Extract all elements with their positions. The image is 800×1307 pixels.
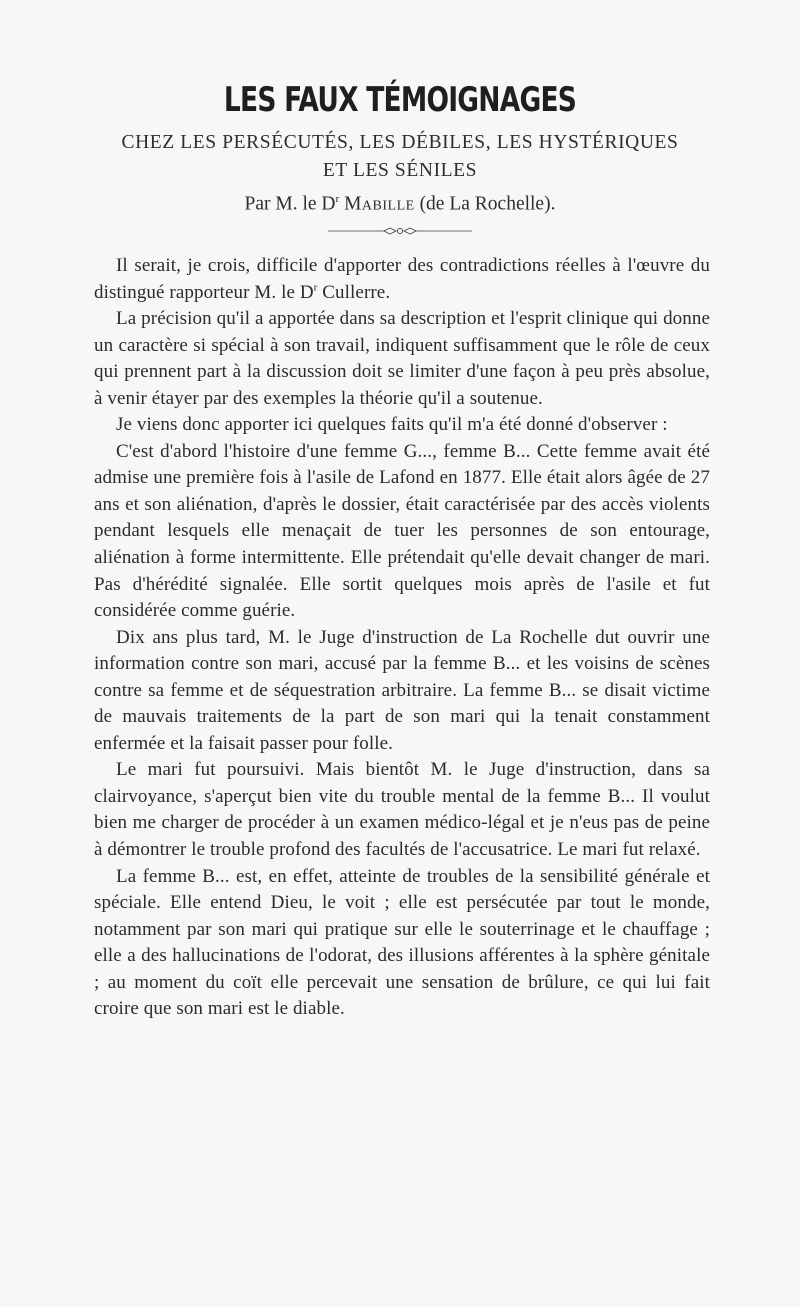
paragraph-text: La femme B... est, en effet, atteinte de troubles de la sensibilité générale et spéciale. Elle entend Dieu, le voit ; elle est persécutée par tout le monde, notamment par son mari qui pratique sur elle le souterrinage et le chauffage ; elle a des hallucinations de l'odorat, des illusions afférentes à la sphère génitale ; au moment du coït elle percevait une sensation de brûlure, ce qui lui fait croire que son mari est le diable. — [94, 865, 710, 1020]
section-ornament — [328, 226, 472, 236]
paragraph — [94, 625, 710, 758]
paragraph-text: Dix ans plus tard, M. le Juge d'instruction de La Rochelle dut ouvrir une information contre son mari, accusé par la femme B... et les voisins de scènes contre sa femme et de séquestration arbitraire. La femme B... se disait victime de mauvais traitements de la part de son mari qui la tenait constamment enfermée et la faisait passer pour folle. — [94, 626, 710, 754]
article-title: LES FAUX TÉMOIGNAGES — [223, 80, 577, 120]
paragraph — [94, 864, 710, 1023]
paragraph-text: Le mari fut poursuivi. Mais bientôt M. le Juge d'instruction, dans sa clairvoyance, s'aperçut bien vite du trouble mental de la femme B... Il voulut bien me charger de procéder à un examen médico-légal et je n'eus pas de peine à démontrer le trouble profond des facultés de l'accusatrice. Le mari fut relaxé. — [94, 759, 710, 861]
byline-prefix: Par M. le D — [244, 193, 336, 215]
paragraph — [94, 757, 710, 863]
article-subtitle-line-2: ET LES SÉNILES — [322, 160, 478, 181]
paragraph — [94, 412, 710, 439]
byline-author: Mabille — [344, 193, 415, 215]
paragraph — [94, 253, 710, 306]
byline-suffix: (de La Rochelle). — [414, 193, 556, 215]
article-subtitle-line-1: CHEZ LES PERSÉCUTÉS, LES DÉBILES, LES HYSTÉRIQUES — [121, 132, 679, 153]
paragraph-text: Il serait, je crois, difficile d'apporter des contradictions réelles à l'œuvre du distingué rapporteur M. le D — [94, 255, 710, 303]
byline — [0, 193, 800, 216]
article-body — [94, 253, 710, 1023]
paragraph-sup: r — [313, 281, 318, 294]
paragraph-text-tail: Cullerre. — [317, 281, 391, 303]
paragraph-text: C'est d'abord l'histoire d'une femme G..., femme B... Cette femme avait été admise une première fois à l'asile de Lafond en 1877. Elle était alors âgée de 27 ans et son aliénation, d'après le dossier, était caractérisée par des accès violents pendant lesquels elle menaçait de tuer les personnes de son entourage, aliénation à forme intermittente. Elle prétendait qu'elle devait changer de mari. Pas d'hérédité signalée. Elle sortit quelques mois après de l'asile et fut considérée comme guérie. — [94, 440, 710, 622]
byline-sup: r — [335, 193, 340, 205]
paragraph-text: La précision qu'il a apportée dans sa description et l'esprit clinique qui donne un caractère si spécial à son travail, indiquent suffisamment que le rôle de ceux qui prennent part à la discussion doit se limiter d'une façon à peu près absolue, à venir étayer par des exemples la théorie qu'il a soutenue. — [94, 308, 710, 409]
paragraph-text: Je viens donc apporter ici quelques faits qu'il m'a été donné d'observer : — [116, 414, 668, 436]
paragraph — [94, 439, 710, 625]
paragraph — [94, 306, 710, 412]
